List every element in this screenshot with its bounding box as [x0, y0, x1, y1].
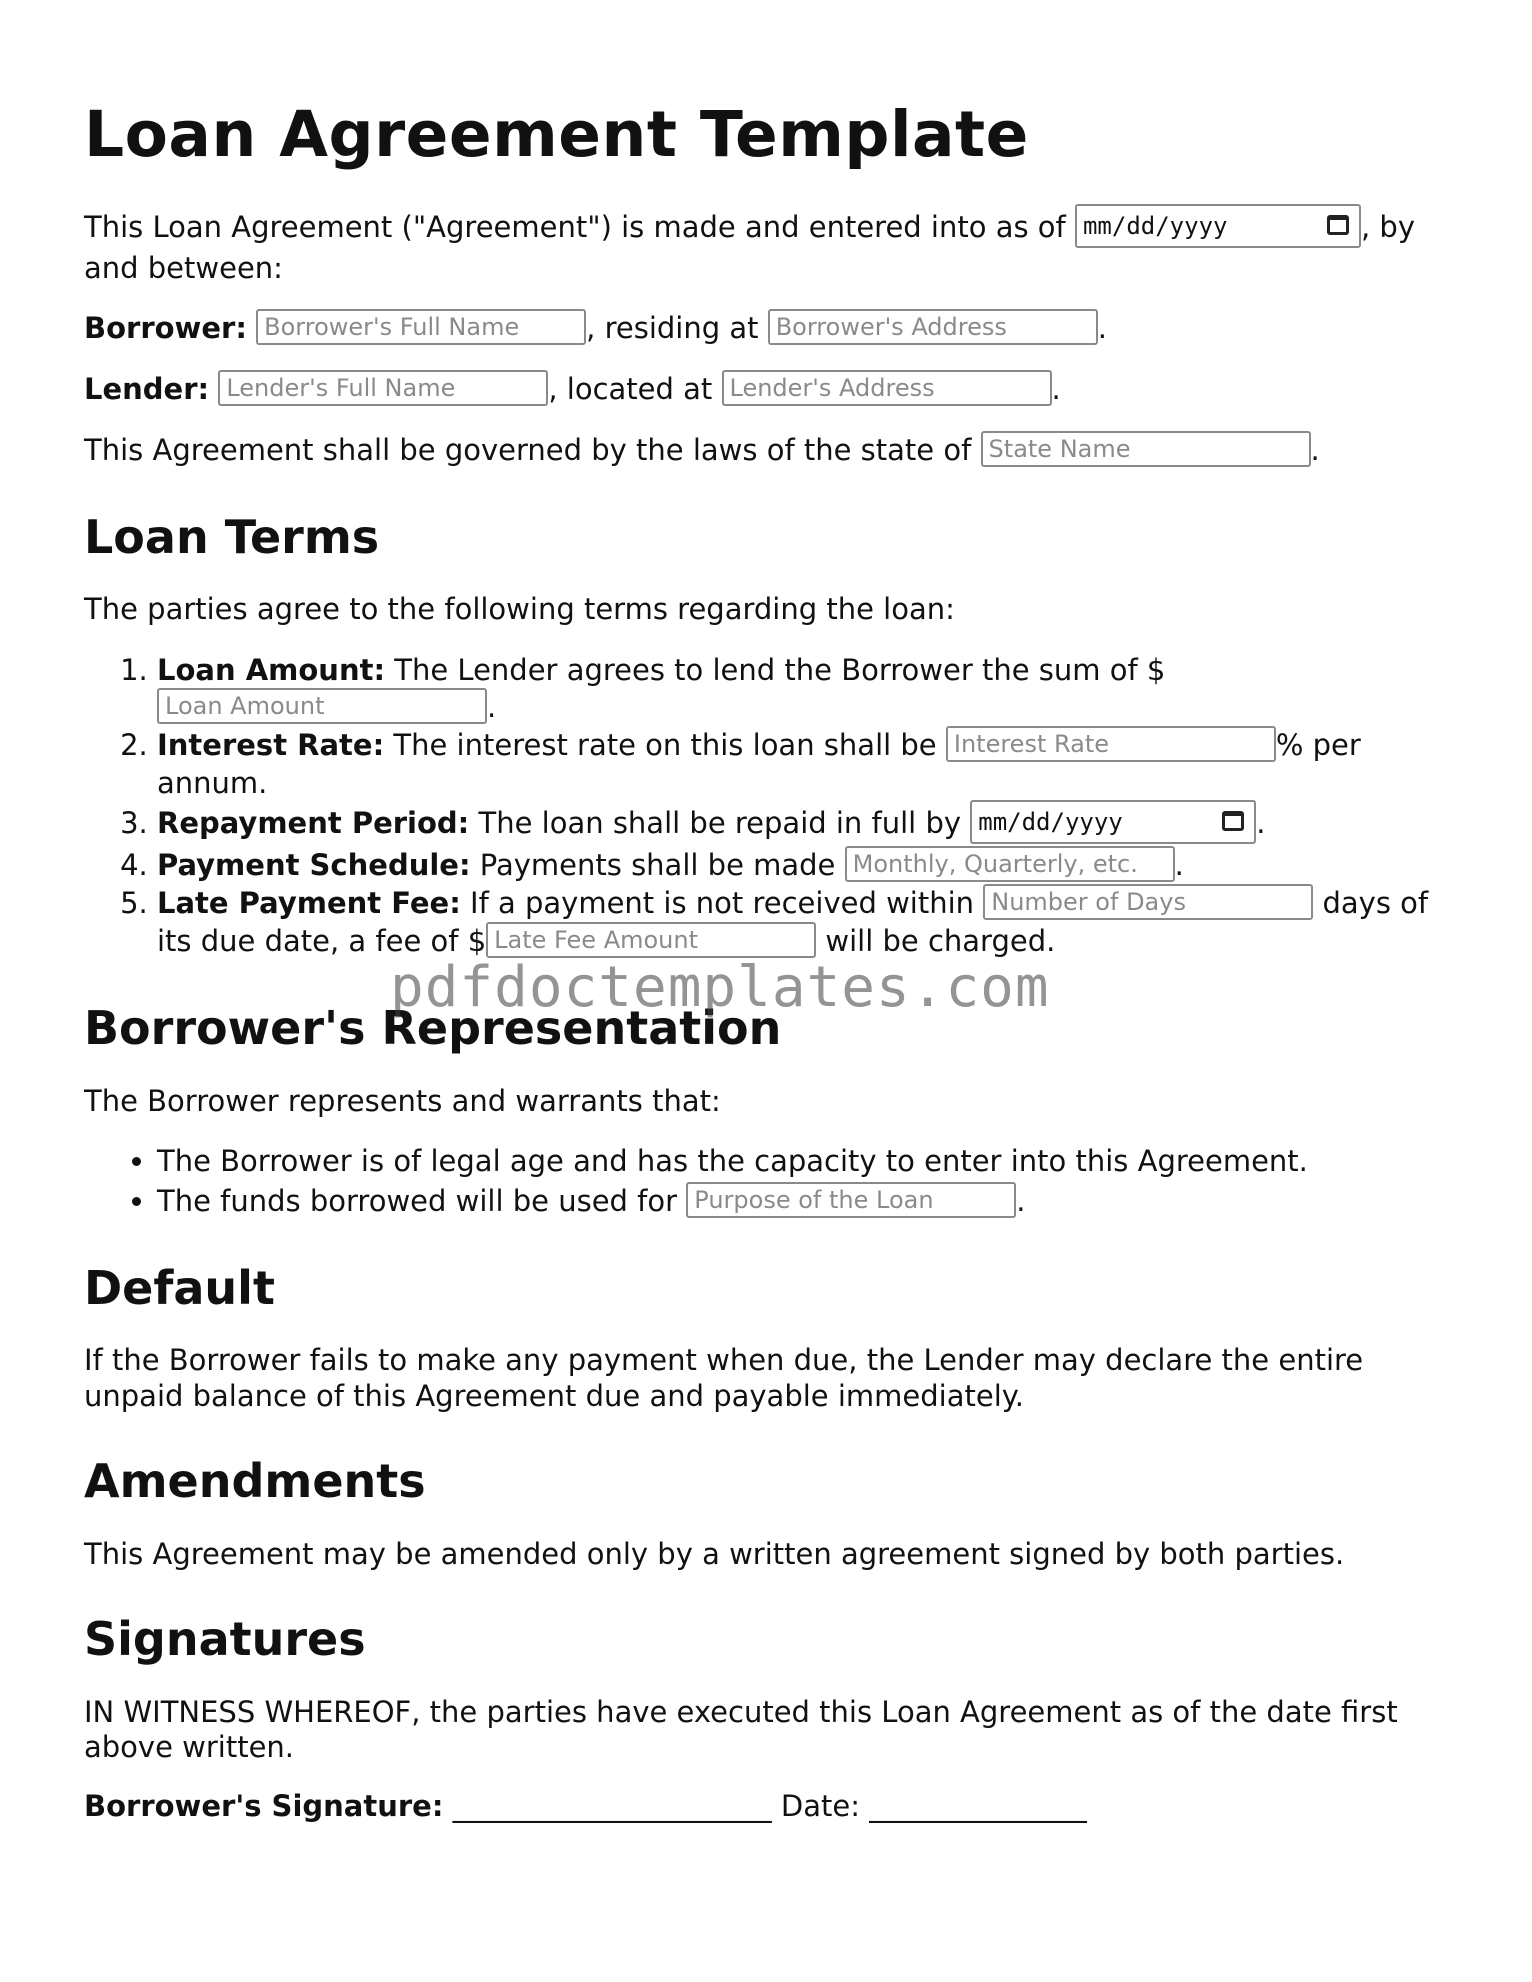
term-label: Interest Rate:	[157, 728, 385, 763]
loan-terms-heading: Loan Terms	[84, 509, 380, 564]
default-text: If the Borrower fails to make any payment when due, the Lender may declare the entire unpaid balance of this Agreement due and payable immediately.	[84, 1343, 1364, 1413]
list-item	[157, 803, 1454, 847]
located-text: , located at	[548, 371, 713, 406]
term-label: Payment Schedule:	[157, 848, 471, 883]
amendments-text: This Agreement may be amended only by a written agreement signed by both parties.	[84, 1536, 1345, 1571]
list-item	[157, 1183, 1454, 1221]
loan-terms-list	[84, 652, 1454, 961]
term-text-end: % per annum.	[157, 728, 1361, 801]
term-text: The loan shall be repaid in full by	[469, 806, 971, 841]
period: .	[487, 690, 497, 725]
list-item	[157, 727, 1454, 803]
amendments-heading: Amendments	[84, 1454, 426, 1509]
borrower-line	[84, 311, 1454, 348]
list-item	[157, 847, 1454, 885]
term-label: Late Payment Fee:	[157, 886, 461, 921]
period: .	[1051, 371, 1061, 406]
borrower-signature-line	[84, 1789, 1454, 1824]
document	[84, 100, 1454, 1849]
borrower-label: Borrower:	[84, 310, 247, 345]
calendar-icon[interactable]	[1222, 811, 1244, 831]
period: .	[1256, 806, 1266, 841]
lender-label: Lender:	[84, 371, 210, 406]
lender-address-input[interactable]: Lender's Address	[722, 370, 1052, 406]
period: .	[1097, 310, 1107, 345]
agreement-date-input[interactable]	[1075, 204, 1361, 248]
payment-schedule-input[interactable]: Monthly, Quarterly, etc.	[845, 846, 1175, 882]
representation-heading: Borrower's Representation	[84, 1001, 782, 1056]
term-text: The interest rate on this loan shall be	[384, 728, 946, 763]
term-text-mid: days of its due date, a fee of $	[157, 886, 1429, 959]
late-fee-input[interactable]: Late Fee Amount	[486, 922, 816, 958]
loan-amount-input[interactable]: Loan Amount	[157, 688, 487, 724]
borrower-name-input[interactable]: Borrower's Full Name	[256, 309, 586, 345]
signatures-text: IN WITNESS WHEREOF, the parties have executed this Loan Agreement as of the date first above written.	[84, 1694, 1398, 1764]
intro-text-after: , by and between:	[84, 210, 1415, 286]
term-text: Payments shall be made	[470, 848, 845, 883]
calendar-icon[interactable]	[1327, 215, 1349, 235]
signature-line: ______________________	[452, 1789, 772, 1824]
signatures-heading: Signatures	[84, 1611, 366, 1666]
governing-text: This Agreement shall be governed by the laws of the state of	[84, 432, 972, 467]
intro-paragraph	[84, 207, 1454, 286]
signature-label: Borrower's Signature:	[84, 1789, 444, 1824]
list-item: • The Borrower is of legal age and has the capacity to enter into this Agreement.	[157, 1143, 1454, 1181]
borrower-address-input[interactable]: Borrower's Address	[768, 309, 1098, 345]
residing-text: , residing at	[586, 310, 759, 345]
period: .	[1016, 1183, 1026, 1218]
date-label: Date:	[771, 1789, 870, 1824]
representation-intro: The Borrower represents and warrants that:	[84, 1083, 721, 1118]
term-text: The Lender agrees to lend the Borrower the sum of $	[385, 652, 1166, 687]
term-text-end: will be charged.	[816, 924, 1056, 959]
date-value: mm/dd/yyyy	[978, 808, 1123, 837]
date-value: mm/dd/yyyy	[1082, 212, 1228, 241]
late-days-input[interactable]: Number of Days	[983, 884, 1313, 920]
bullet-text: The funds borrowed will be used for	[157, 1183, 687, 1218]
watermark: pdfdoctemplates.com	[390, 955, 1050, 1020]
period: .	[1174, 848, 1184, 883]
governing-law-line	[84, 433, 1454, 470]
term-label: Repayment Period:	[157, 806, 470, 841]
date-line: _______________	[869, 1789, 1087, 1824]
lender-name-input[interactable]: Lender's Full Name	[218, 370, 548, 406]
repayment-date-input[interactable]	[970, 800, 1256, 844]
intro-text: This Loan Agreement ("Agreement") is made and entered into as of	[84, 210, 1066, 245]
loan-terms-intro: The parties agree to the following terms regarding the loan:	[84, 592, 955, 627]
default-heading: Default	[84, 1260, 275, 1315]
period: .	[1310, 432, 1320, 467]
representation-list	[84, 1143, 1454, 1221]
lender-line	[84, 372, 1454, 409]
state-input[interactable]: State Name	[981, 431, 1311, 467]
term-text: If a payment is not received within	[460, 886, 984, 921]
list-item	[157, 652, 1454, 728]
interest-rate-input[interactable]: Interest Rate	[946, 726, 1276, 762]
page-title: Loan Agreement Template	[84, 98, 1029, 171]
list-item	[157, 885, 1454, 961]
term-label: Loan Amount:	[157, 652, 386, 687]
loan-purpose-input[interactable]: Purpose of the Loan	[686, 1182, 1016, 1218]
